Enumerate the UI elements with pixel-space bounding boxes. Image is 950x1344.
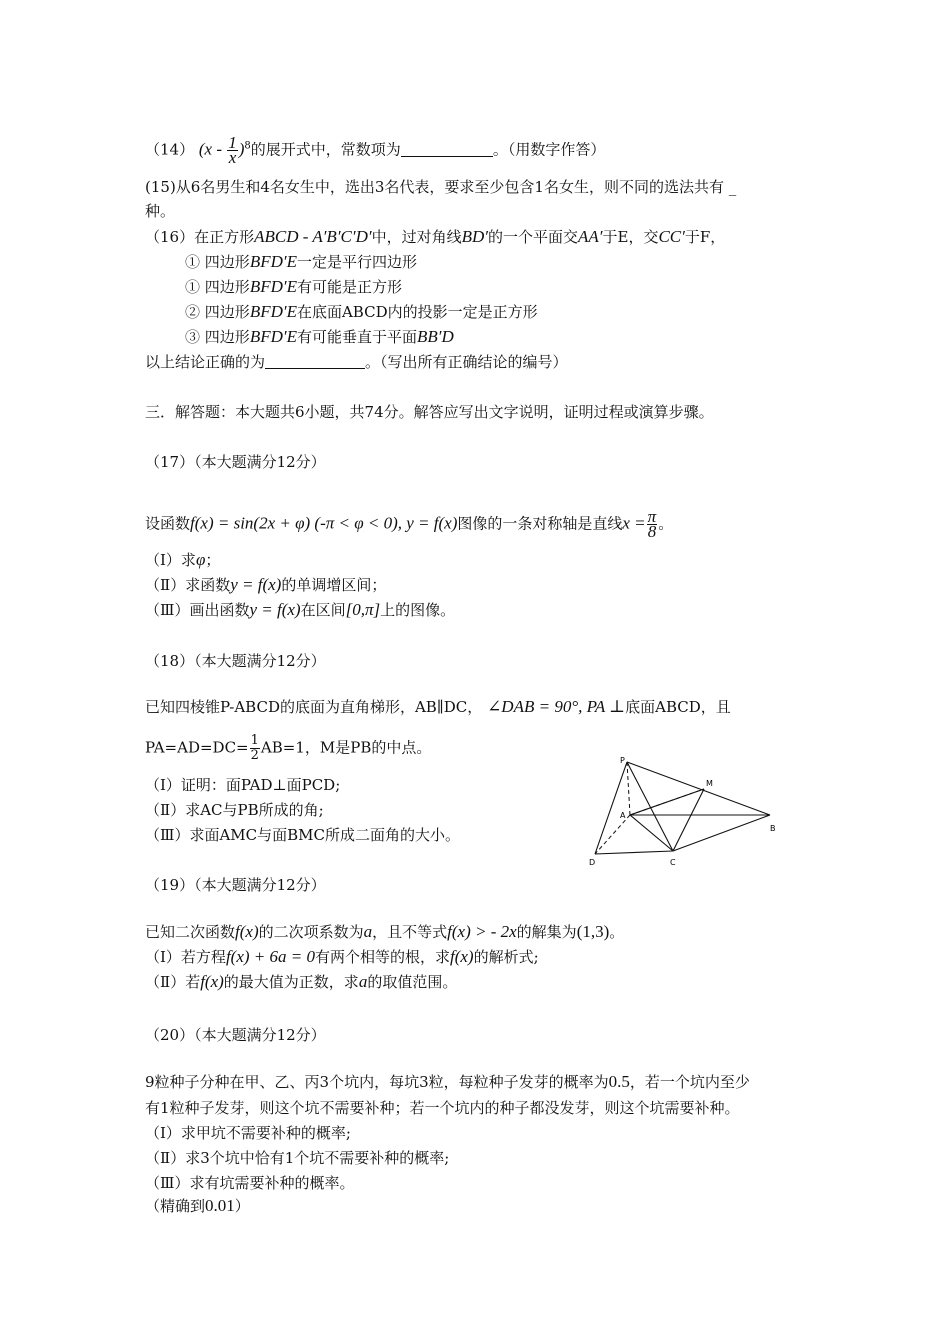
question-16-option: ② 四边形BFD′E在底面ABCD内的投影一定是正方形 bbox=[185, 302, 538, 321]
question-18-stem: 已知四棱锥P-ABCD的底面为直角梯形，AB∥DC， ∠DAB = 90°, PA ⊥底面ABCD，且 bbox=[145, 697, 731, 716]
question-20-precision: （精确到0.01） bbox=[145, 1196, 250, 1215]
question-17-part: （Ⅲ）画出函数y = f(x)在区间[0,π]上的图像。 bbox=[145, 600, 456, 619]
question-18-stem-2: PA=AD=DC= $\frac{1}{2}$ AB=1，M是PB的中点。 bbox=[145, 733, 432, 763]
question-16-stem: （16）在正方形ABCD - A′B′C′D′中，过对角线BD′的一个平面交AA′于E，交CC′于F， bbox=[145, 227, 726, 246]
question-19-heading: （19）（本大题满分12分） bbox=[145, 876, 326, 894]
question-20-heading: （20）（本大题满分12分） bbox=[145, 1026, 326, 1044]
question-14: （14） (x - $\frac{1}{x}$ )$^8$的展开式中，常数项为 。（用数字作答） bbox=[145, 133, 606, 167]
question-17-heading: （17）（本大题满分12分） bbox=[145, 453, 326, 471]
label-B: B bbox=[770, 824, 776, 833]
math-expr: ∠DAB = 90°, PA ⊥ bbox=[487, 697, 626, 716]
exponent: 8 bbox=[244, 140, 251, 152]
fraction: $\frac{\pi}{8}$ bbox=[647, 507, 657, 541]
question-18-part: （Ⅰ）证明：面PAD⊥面PCD; bbox=[145, 776, 341, 794]
label-M: M bbox=[706, 779, 713, 788]
math-expr: ABCD - A′B′C′D′ bbox=[254, 227, 372, 246]
math-expr: CC′ bbox=[658, 227, 685, 246]
question-number: （14） bbox=[145, 140, 195, 159]
label-D: D bbox=[589, 858, 596, 867]
question-17-part: （Ⅱ）求函数y = f(x)的单调增区间； bbox=[145, 575, 387, 594]
question-20-part: （Ⅲ）求有坑需要补种的概率。 bbox=[145, 1174, 355, 1192]
math-expr: f(x) = sin(2x + φ) (-π < φ < 0), y = f(x) bbox=[190, 513, 458, 533]
math-expr: AA′ bbox=[578, 227, 603, 246]
question-18-part: （Ⅲ）求面AMC与面BMC所成二面角的大小。 bbox=[145, 826, 460, 844]
pyramid-figure bbox=[580, 752, 790, 872]
question-16-option: ① 四边形BFD′E一定是平行四边形 bbox=[185, 252, 417, 271]
question-19-part: （Ⅱ）若f(x)的最大值为正数，求a的取值范围。 bbox=[145, 972, 458, 991]
question-16-option: ① 四边形BFD′E有可能是正方形 bbox=[185, 277, 402, 296]
question-17-part: （Ⅰ）求φ； bbox=[145, 550, 221, 569]
question-20-stem: 9粒种子分种在甲、乙、丙3个坑内，每坑3粒，每粒种子发芽的概率为0.5，若一个坑内至少 bbox=[145, 1072, 750, 1091]
question-20-part: （Ⅰ）求甲坑不需要补种的概率; bbox=[145, 1124, 351, 1142]
question-16-option: ③ 四边形BFD′E有可能垂直于平面BB′D bbox=[185, 327, 454, 346]
question-18-heading: （18）（本大题满分12分） bbox=[145, 652, 326, 670]
answer-blank bbox=[401, 142, 493, 157]
fraction: $\frac{1}{x}$ bbox=[228, 133, 237, 167]
label-P: P bbox=[620, 756, 625, 765]
fraction: $\frac{1}{2}$ bbox=[250, 733, 259, 763]
question-19-part: （Ⅰ）若方程f(x) + 6a = 0有两个相等的根，求f(x)的解析式; bbox=[145, 947, 539, 966]
answer-blank bbox=[265, 354, 365, 369]
section-heading: 三．解答题：本大题共6小题，共74分。解答应写出文字说明，证明过程或演算步骤。 bbox=[145, 403, 714, 421]
question-20-part: （Ⅱ）求3个坑中恰有1个坑不需要补种的概率; bbox=[145, 1149, 450, 1167]
math-expr: BD′ bbox=[461, 227, 488, 246]
question-19-stem: 已知二次函数f(x)的二次项系数为a，且不等式f(x) > - 2x的解集为(1,3)。 bbox=[145, 922, 625, 941]
question-15-line2: 种。 bbox=[145, 202, 176, 220]
question-18-part: （Ⅱ）求AC与PB所成的角; bbox=[145, 801, 324, 819]
label-C: C bbox=[670, 858, 676, 867]
question-15-line1: (15)从6名男生和4名女生中，选出3名代表，要求至少包含1名女生，则不同的选法共有 _ bbox=[145, 178, 737, 196]
question-17-stem: 设函数f(x) = sin(2x + φ) (-π < φ < 0), y = f(x)图像的一条对称轴是直线x = $\frac{\pi}{8}$ 。 bbox=[145, 507, 674, 541]
math-expr: (x - bbox=[198, 139, 227, 159]
question-20-stem-2: 有1粒种子发芽，则这个坑不需要补种；若一个坑内的种子都没发芽，则这个坑需要补种。 bbox=[145, 1099, 740, 1117]
question-16-conclusion: 以上结论正确的为 。（写出所有正确结论的编号） bbox=[145, 353, 568, 371]
label-A: A bbox=[620, 811, 626, 820]
